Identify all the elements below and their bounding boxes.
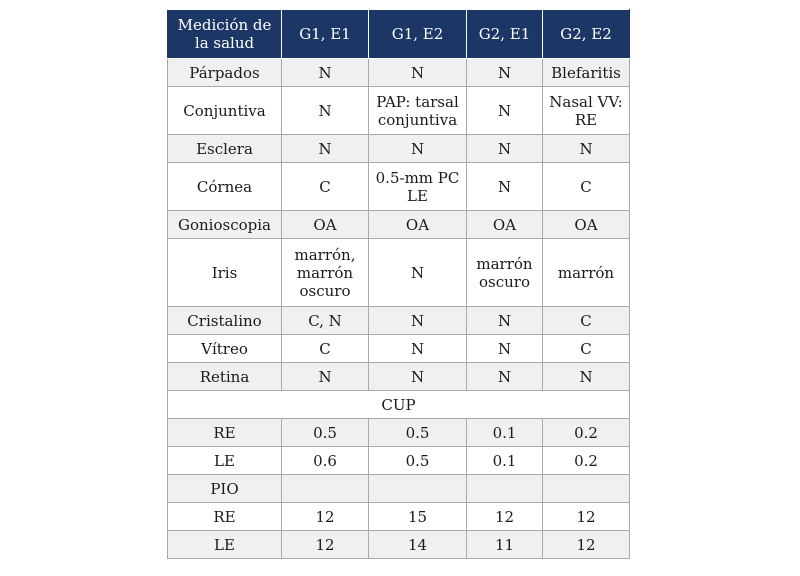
empty-cell [543,475,630,503]
cell: N [369,335,467,363]
cell: marrón [543,239,630,307]
cell: 0.2 [543,447,630,475]
pio-section-label: PIO [168,475,282,503]
cell: PAP: tarsal conjuntiva [369,87,467,135]
cell: C [282,335,369,363]
row-gonioscopy [168,211,630,239]
cell: 11 [467,531,543,559]
row-retina [168,363,630,391]
empty-cell [369,475,467,503]
cell: 0.2 [543,419,630,447]
cell: N [467,87,543,135]
cell: 12 [282,503,369,531]
cell: C, N [282,307,369,335]
cell: 14 [369,531,467,559]
cell: 0.1 [467,419,543,447]
health-measurement-table [167,9,630,559]
row-cornea [168,163,630,211]
row-label: Conjuntiva [168,87,282,135]
cell: N [369,59,467,87]
row-iris [168,239,630,307]
cell: Blefaritis [543,59,630,87]
cell: 12 [543,531,630,559]
row-conjunctiva [168,87,630,135]
cell: N [282,87,369,135]
row-label: Vítreo [168,335,282,363]
row-eyelids [168,59,630,87]
row-label: RE [168,503,282,531]
row-pio-section [168,475,630,503]
row-lens [168,307,630,335]
cell: OA [543,211,630,239]
cell: OA [282,211,369,239]
row-cup-le [168,447,630,475]
header-g1-e1: G1, E1 [282,10,369,59]
cell: marrón, marrón oscuro [282,239,369,307]
row-vitreous [168,335,630,363]
cell: 0.5 [282,419,369,447]
cell: 12 [467,503,543,531]
cell: N [369,307,467,335]
cell: N [543,135,630,163]
row-sclera [168,135,630,163]
cell: N [282,135,369,163]
cell: 12 [543,503,630,531]
row-label: LE [168,531,282,559]
header-g2-e1: G2, E1 [467,10,543,59]
row-label: Gonioscopia [168,211,282,239]
cell: N [467,307,543,335]
row-label: Iris [168,239,282,307]
empty-cell [282,475,369,503]
cell: C [543,335,630,363]
cell: N [369,363,467,391]
cell: Nasal VV: RE [543,87,630,135]
cell: C [543,163,630,211]
header-g1-e2: G1, E2 [369,10,467,59]
row-label: RE [168,419,282,447]
cell: 0.5 [369,419,467,447]
cell: 0.5-mm PC LE [369,163,467,211]
row-cup-re [168,419,630,447]
cell: N [543,363,630,391]
row-label: Córnea [168,163,282,211]
cell: N [467,335,543,363]
row-label: Esclera [168,135,282,163]
row-label: Párpados [168,59,282,87]
cell: 0.1 [467,447,543,475]
empty-cell [467,475,543,503]
cup-section-label: CUP [168,391,630,419]
cell: C [282,163,369,211]
cell: 15 [369,503,467,531]
cell: C [543,307,630,335]
row-pio-re [168,503,630,531]
cell: 0.5 [369,447,467,475]
cell: marrón oscuro [467,239,543,307]
row-label: Retina [168,363,282,391]
row-pio-le [168,531,630,559]
cell: N [369,239,467,307]
cell: 12 [282,531,369,559]
cell: N [467,135,543,163]
cell: N [282,363,369,391]
row-label: LE [168,447,282,475]
cell: OA [369,211,467,239]
row-cup-section [168,391,630,419]
header-g2-e2: G2, E2 [543,10,630,59]
row-label: Cristalino [168,307,282,335]
cell: N [369,135,467,163]
cell: OA [467,211,543,239]
cell: N [467,363,543,391]
cell: 0.6 [282,447,369,475]
header-health-measurement: Medición de la salud [168,10,282,59]
cell: N [467,163,543,211]
cell: N [467,59,543,87]
header-row [168,10,630,59]
cell: N [282,59,369,87]
